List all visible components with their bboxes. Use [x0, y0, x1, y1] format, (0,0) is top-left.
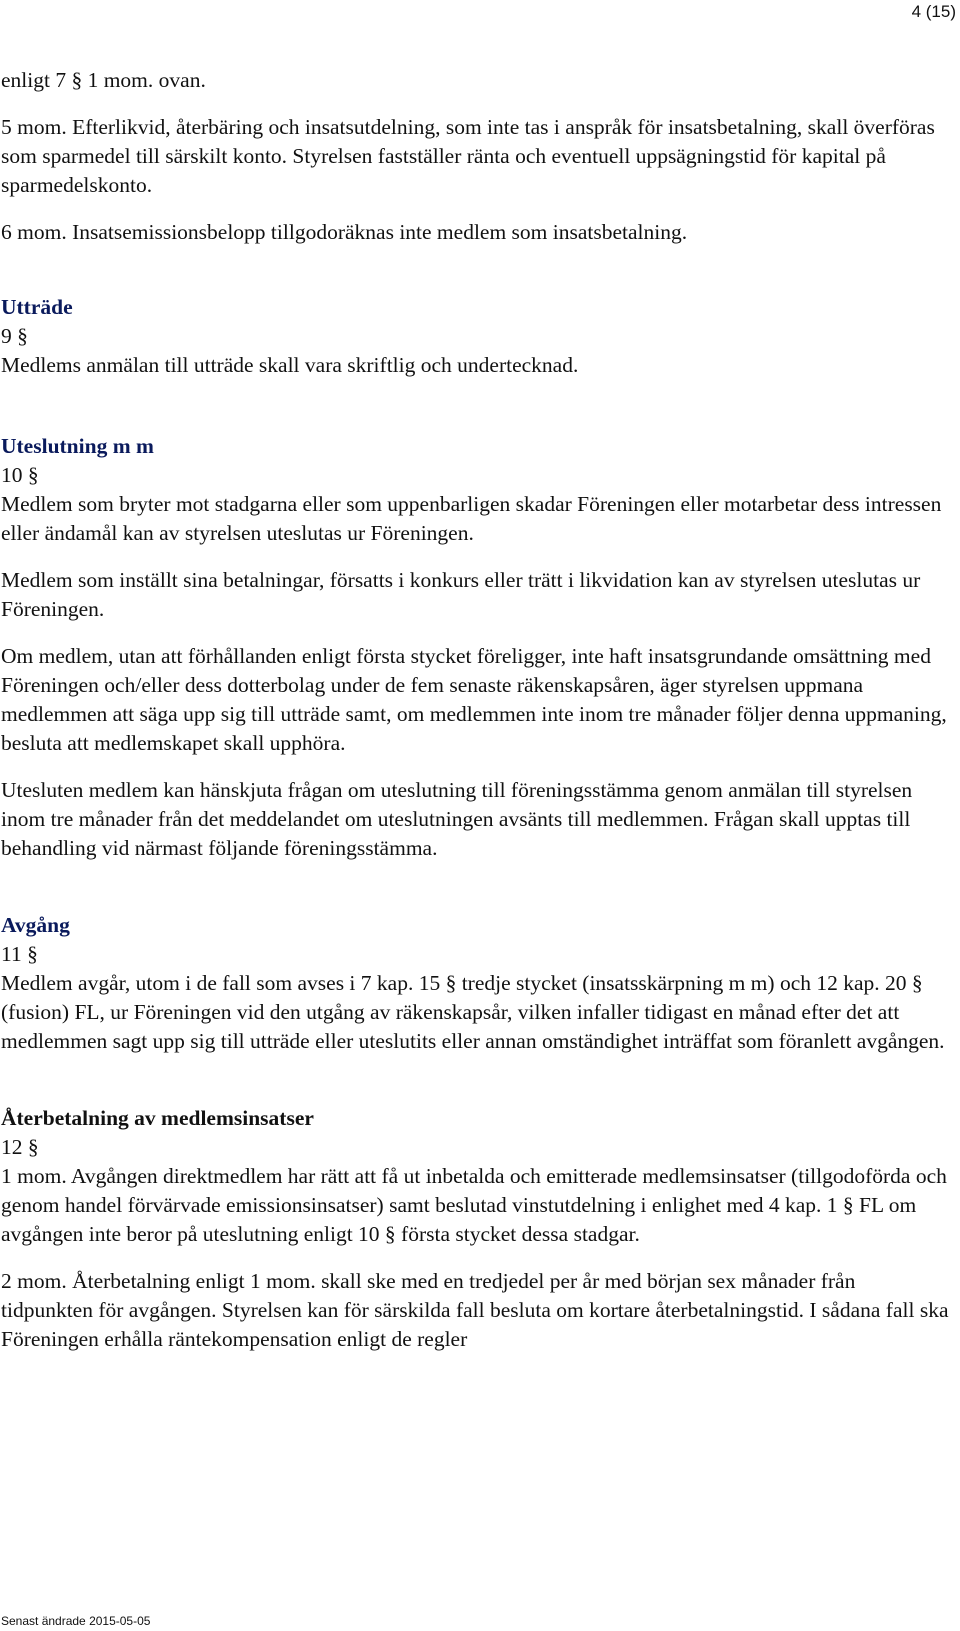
section-12-paragraph-2: 2 mom. Återbetalning enligt 1 mom. skall ske med en tredjedel per år med början sex månader från tidpunkten för avgången. Styrelsen kan för särskilda fall besluta om kortare återbetalningstid. I sådana fall ska Föreningen erhålla räntekompensation enligt de regler: [1, 1269, 949, 1351]
section-9-paragraph: Medlems anmälan till utträde skall vara skriftlig och undertecknad.: [1, 353, 579, 377]
section-10-paragraph-2: Medlem som inställt sina betalningar, försatts i konkurs eller trätt i likvidation kan av styrelsen uteslutas ur Föreningen.: [1, 568, 921, 621]
section-10-paragraph-4: Utesluten medlem kan hänskjuta frågan om uteslutning till föreningsstämma genom anmälan till styrelsen inom tre månader från det meddelandet om uteslutningen avsänts till medlemmen. Frågan skall upptas till behandling vid närmast följande föreningsstämma.: [1, 778, 913, 860]
section-number-9: 9 §: [1, 324, 28, 348]
footer-last-modified: Senast ändrade 2015-05-05: [1, 1614, 151, 1628]
paragraph-6-mom: 6 mom. Insatsemissionsbelopp tillgodoräknas inte medlem som insatsbetalning.: [1, 220, 688, 244]
intro-paragraph: enligt 7 § 1 mom. ovan.: [1, 68, 206, 92]
section-10-paragraph-1: Medlem som bryter mot stadgarna eller som uppenbarligen skadar Föreningen eller motarbetar dess intressen eller ändamål kan av styrelsen uteslutas ur Föreningen.: [1, 492, 942, 545]
section-heading-uttrade: Utträde: [1, 295, 73, 319]
paragraph-5-mom: 5 mom. Efterlikvid, återbäring och insatsutdelning, som inte tas i anspråk för insatsbetalning, skall överföras som sparmedel till särskilt konto. Styrelsen fastställer ränta och eventuell uppsägningstid för kapital på sparmedelskonto.: [1, 115, 935, 197]
section-12-paragraph-1: 1 mom. Avgången direktmedlem har rätt att få ut inbetalda och emitterade medlemsinsatser (tillgodoförda och genom handel förvärvade emissionsinsatser) samt beslutad vinstutdelning i enlighet med 4 kap. 1 § FL om avgången inte beror på uteslutning enligt 10 § första stycket dessa stadgar.: [1, 1164, 947, 1246]
section-11-paragraph: Medlem avgår, utom i de fall som avses i 7 kap. 15 § tredje stycket (insatsskärpning m m) och 12 kap. 20 § (fusion) FL, ur Föreningen vid den utgång av räkenskapsår, vilken infaller tidigast en månad efter det att medlemmen sagt upp sig till utträde eller uteslutits eller annan omständighet inträffat som föranlett avgången.: [1, 971, 945, 1053]
section-number-11: 11 §: [1, 942, 38, 966]
section-heading-avgang: Avgång: [1, 913, 70, 937]
section-heading-uteslutning: Uteslutning m m: [1, 434, 154, 458]
document-body: [1, 66, 951, 1354]
section-number-12: 12 §: [1, 1135, 39, 1159]
section-number-10: 10 §: [1, 463, 39, 487]
section-heading-aterbetalning: Återbetalning av medlemsinsatser: [1, 1106, 314, 1130]
section-10-paragraph-3: Om medlem, utan att förhållanden enligt första stycket föreligger, inte haft insatsgrundande omsättning med Föreningen och/eller dess dotterbolag under de fem senaste räkenskapsåren, äger styrelsen uppmana medlemmen att säga upp sig till utträde samt, om medlemmen inte inom tre månader följer denna uppmaning, besluta att medlemskapet skall upphöra.: [1, 644, 947, 755]
page-number: 4 (15): [911, 2, 956, 21]
